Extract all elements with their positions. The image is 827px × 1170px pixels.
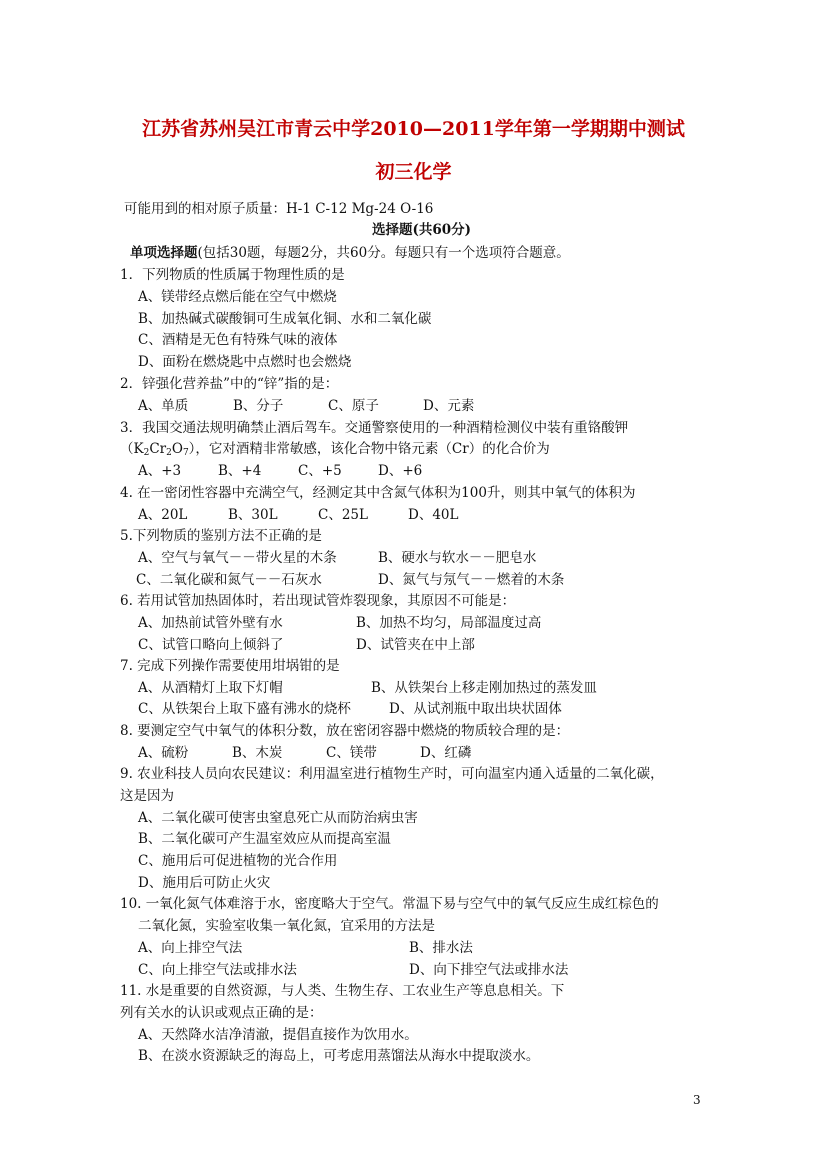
section-intro bbox=[130, 244, 570, 262]
q11-option-a: A、天然降水洁净清澈，提倡直接作为饮用水。 bbox=[138, 1027, 418, 1043]
q8-option-a: A、硫粉 bbox=[138, 745, 189, 761]
q7-option-a: A、从酒精灯上取下灯帽 bbox=[138, 680, 283, 696]
q3-formula-sub3: 7 bbox=[182, 448, 189, 458]
q7-stem: 7. 完成下列操作需要使用坩埚钳的是 bbox=[120, 658, 340, 674]
q4-option-d: D、40L bbox=[408, 507, 459, 523]
document-title: 江苏省苏州吴江市青云中学2010—2011学年第一学期期中测试 bbox=[142, 118, 685, 140]
q3-stem-line2 bbox=[120, 440, 550, 462]
atomic-mass-line: 可能用到的相对原子质量：H-1 C-12 Mg-24 O-16 bbox=[124, 201, 434, 217]
q10-stem-line1: 10. 一氧化氮气体难溶于水，密度略大于空气。常温下易与空气中的氧气反应生成红棕色的 bbox=[120, 896, 659, 912]
q4-options bbox=[138, 506, 458, 524]
q10-option-b: B、排水法 bbox=[409, 940, 473, 956]
q3-formula-sub1: 2 bbox=[143, 448, 150, 458]
q10-option-a: A、向上排空气法 bbox=[138, 940, 243, 956]
q10-stem-line2: 二氧化氮，实验室收集一氧化氮，宜采用的方法是 bbox=[138, 918, 435, 934]
q1-option-b: B、加热碱式碳酸铜可生成氧化铜、水和二氧化碳 bbox=[138, 311, 432, 327]
q1-option-c: C、酒精是无色有特殊气味的液体 bbox=[138, 332, 338, 348]
q3-option-b: B、+4 bbox=[218, 463, 262, 479]
q6-option-d: D、试管夹在中上部 bbox=[356, 637, 475, 653]
q2-option-a: A、单质 bbox=[138, 398, 189, 414]
q2-option-c: C、原子 bbox=[328, 398, 379, 414]
q6-option-b: B、加热不均匀，局部温度过高 bbox=[356, 615, 542, 631]
q8-option-c: C、镁带 bbox=[326, 745, 377, 761]
q9-stem-line1: 9. 农业科技人员向农民建议：利用温室进行植物生产时，可向温室内通入适量的二氧化碳， bbox=[120, 766, 664, 782]
q11-stem-line2: 列有关水的认识或观点正确的是： bbox=[120, 1005, 323, 1021]
q9-option-c: C、施用后可促进植物的光合作用 bbox=[138, 853, 338, 869]
q3-formula-sub2: 2 bbox=[166, 448, 172, 458]
q7-option-c: C、从铁架台上取下盛有沸水的烧杯 bbox=[138, 701, 351, 717]
q5-option-b: B、硬水与软水－－肥皂水 bbox=[378, 550, 537, 566]
q2-options bbox=[138, 397, 474, 415]
q1-option-a: A、镁带经点燃后能在空气中燃烧 bbox=[138, 289, 337, 305]
q3-formula-cr: Cr bbox=[149, 441, 167, 457]
q2-stem: 2．锌强化营养盐”中的“锌”指的是： bbox=[120, 376, 339, 392]
q6-option-c: C、试管口略向上倾斜了 bbox=[138, 637, 284, 653]
q5-option-d: D、氮气与氖气－－燃着的木条 bbox=[378, 572, 565, 588]
q11-stem-line1: 11. 水是重要的自然资源，与人类、生物生存、工农业生产等息息相关。下 bbox=[120, 983, 565, 999]
q3-stem-line1: 3．我国交通法规明确禁止酒后驾车。交通警察使用的一种酒精检测仪中装有重铬酸钾 bbox=[120, 420, 629, 436]
q3-formula-prefix: （K bbox=[120, 441, 144, 457]
q1-stem: 1．下列物质的性质属于物理性质的是 bbox=[120, 267, 345, 283]
q10-option-d: D、向下排空气法或排水法 bbox=[409, 962, 569, 978]
q3-stem-rest: ），它对酒精非常敏感，该化合物中铬元素（Cr）的化合价为 bbox=[188, 441, 550, 457]
q5-stem: 5.下列物质的鉴别方法不正确的是 bbox=[120, 528, 322, 544]
q3-option-a: A、+3 bbox=[138, 463, 182, 479]
q3-option-d: D、+6 bbox=[378, 463, 423, 479]
q8-option-b: B、木炭 bbox=[232, 745, 283, 761]
q7-option-d: D、从试剂瓶中取出块状固体 bbox=[389, 701, 562, 717]
q3-options bbox=[138, 462, 422, 480]
q3-formula-o: O bbox=[171, 441, 183, 457]
q11-option-b: B、在淡水资源缺乏的海岛上，可考虑用蒸馏法从海水中提取淡水。 bbox=[138, 1048, 540, 1064]
q8-stem: 8. 要测定空气中氧气的体积分数，放在密闭容器中燃烧的物质较合理的是： bbox=[120, 723, 570, 739]
q6-stem: 6. 若用试管加热固体时，若出现试管炸裂现象，其原因不可能是： bbox=[120, 593, 516, 609]
q4-stem: 4. 在一密闭性容器中充满空气，经测定其中含氮气体积为100升，则其中氧气的体积为 bbox=[120, 485, 636, 501]
q4-option-a: A、20L bbox=[138, 507, 188, 523]
q8-option-d: D、红磷 bbox=[420, 745, 472, 761]
q4-option-c: C、25L bbox=[318, 507, 368, 523]
q6-option-a: A、加热前试管外壁有水 bbox=[138, 615, 283, 631]
q10-option-c: C、向上排空气法或排水法 bbox=[138, 962, 297, 978]
q2-option-d: D、元素 bbox=[423, 398, 475, 414]
q9-stem-line2: 这是因为 bbox=[120, 788, 174, 804]
q9-option-d: D、施用后可防止火灾 bbox=[138, 875, 271, 891]
q8-options bbox=[138, 744, 471, 762]
section-title: 选择题(共60分) bbox=[371, 222, 472, 238]
q5-option-c: C、二氧化碳和氮气－－石灰水 bbox=[136, 572, 322, 588]
page-number: 3 bbox=[693, 1093, 701, 1107]
q1-option-d: D、面粉在燃烧匙中点燃时也会燃烧 bbox=[138, 354, 352, 370]
q3-option-c: C、+5 bbox=[298, 463, 342, 479]
q4-option-b: B、30L bbox=[228, 507, 278, 523]
section-intro-bold: 单项选择题 bbox=[130, 245, 198, 261]
q9-option-a: A、二氧化碳可使害虫窒息死亡从而防治病虫害 bbox=[138, 810, 418, 826]
q5-option-a: A、空气与氧气－－带火星的木条 bbox=[138, 550, 337, 566]
section-intro-rest: (包括30题，每题2分，共60分。每题只有一个选项符合题意。 bbox=[197, 245, 570, 261]
q9-option-b: B、二氧化碳可产生温室效应从而提高室温 bbox=[138, 831, 391, 847]
q7-option-b: B、从铁架台上移走刚加热过的蒸发皿 bbox=[371, 680, 597, 696]
q2-option-b: B、分子 bbox=[233, 398, 284, 414]
document-subtitle: 初三化学 bbox=[375, 161, 452, 183]
